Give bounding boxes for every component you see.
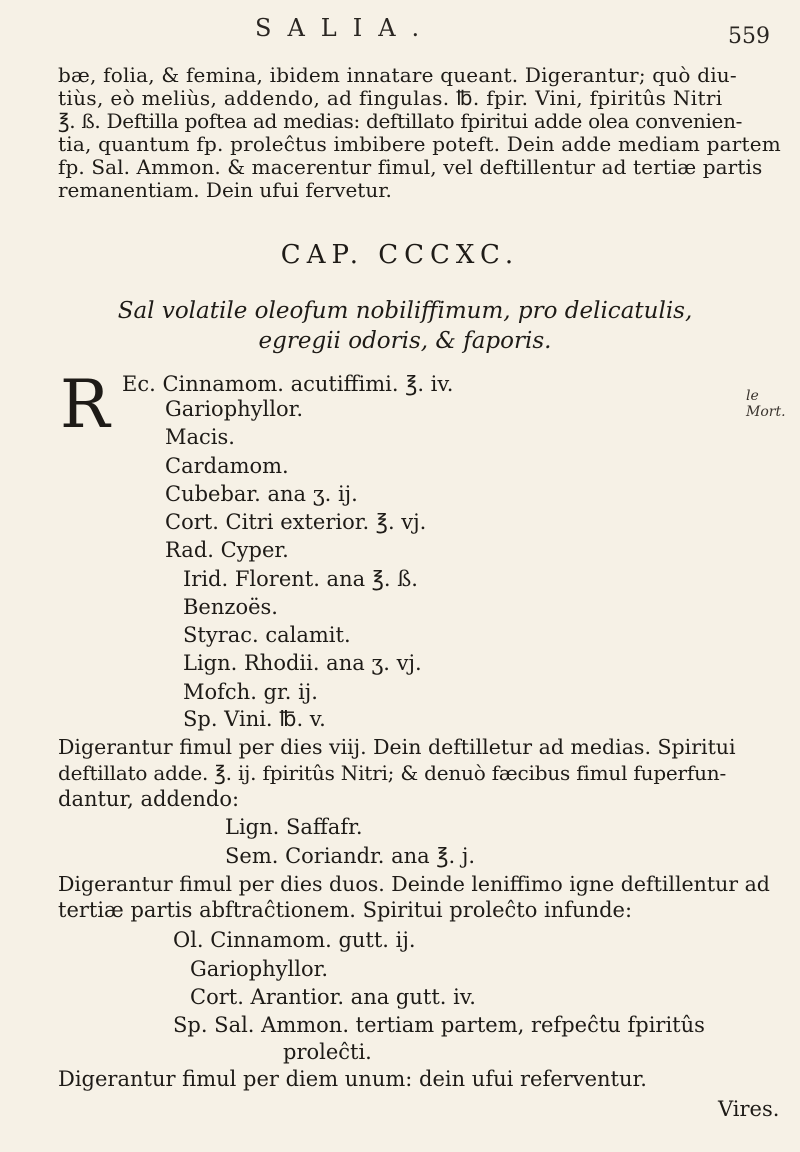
title-line: egregii odoris, & faporis. <box>258 328 552 354</box>
recipe-line: Styrac. calamit. <box>183 623 351 647</box>
drop-cap: R <box>60 366 110 443</box>
intro-paragraph <box>58 64 786 202</box>
recipe-line: Rad. Cyper. <box>165 538 289 562</box>
title-line: Sal volatile oleofum nobiliffimum, pro delicatulis, <box>117 298 693 324</box>
recipe-line: Macis. <box>165 425 235 449</box>
recipe-line: Ol. Cinnamom. gutt. ij. <box>173 928 416 952</box>
recipe-line: Digerantur fimul per dies viij. Dein deftilletur ad medias. Spiritui <box>58 735 736 759</box>
recipe-line: Mofch. gr. ij. <box>183 680 318 704</box>
text-line: remanentiam. Dein ufui fervetur. <box>58 178 392 202</box>
recipe-line: Sp. Sal. Ammon. tertiam partem, refpeĉtu fpiritûs <box>173 1013 705 1037</box>
running-head: SALIA. <box>255 14 436 42</box>
recipe-line: Benzoës. <box>183 595 278 619</box>
recipe-line: Gariophyllor. <box>165 397 304 421</box>
chapter-title <box>60 296 750 356</box>
recipe-line: Irid. Florent. ana ℥. ß. <box>183 567 418 591</box>
page-number: 559 <box>728 24 770 49</box>
recipe-line: Sem. Coriandr. ana ℥. j. <box>225 844 476 868</box>
text-line: fp. Sal. Ammon. & macerentur fimul, vel deftillentur ad tertiæ partis <box>58 155 763 179</box>
recipe-line: Lign. Rhodii. ana ʒ. vj. <box>183 651 422 675</box>
recipe-line: Digerantur fimul per diem unum: dein ufui referventur. <box>58 1067 647 1091</box>
text-line: bæ, folia, & femina, ibidem innatare queant. Digerantur; quò diu- <box>58 63 737 87</box>
recipe-line: dantur, addendo: <box>58 787 240 811</box>
catchword: Vires. <box>718 1097 780 1121</box>
margin-note: le Mort. <box>746 388 786 420</box>
recipe-line: Cardamom. <box>165 454 289 478</box>
recipe-line: Cubebar. ana ʒ. ij. <box>165 482 358 506</box>
recipe-line: deftillato adde. ℥. ij. fpiritûs Nitri; & denuò fæcibus fimul fuperfun- <box>58 761 727 785</box>
recipe-line: Cort. Arantior. ana gutt. iv. <box>190 985 476 1009</box>
recipe-line: proleĉti. <box>283 1040 372 1064</box>
recipe-line: Sp. Vini. ℔. v. <box>183 707 326 731</box>
recipe-line: Gariophyllor. <box>190 957 329 981</box>
recipe-line: Cort. Citri exterior. ℥. vj. <box>165 510 427 534</box>
recipe-line: tertiæ partis abftraĉtionem. Spiritui proleĉto infunde: <box>58 898 633 922</box>
recipe-line: Ec. Cinnamom. acutiffimi. ℥. iv. <box>122 372 454 396</box>
chapter-heading: CAP. CCCXC. <box>280 240 520 270</box>
text-line: tia, quantum fp. proleĉtus imbibere poteft. Dein adde mediam partem <box>58 132 781 156</box>
recipe-line: Lign. Saffafr. <box>225 815 363 839</box>
recipe-line: Digerantur fimul per dies duos. Deinde leniffimo igne deftillentur ad <box>58 872 770 896</box>
text-line: tiùs, eò meliùs, addendo, ad fingulas. ℔. fpir. Vini, fpiritûs Nitri <box>58 86 723 110</box>
text-line: ℥. ß. Deftilla poftea ad medias: deftillato fpiritui adde olea convenien- <box>58 109 743 133</box>
